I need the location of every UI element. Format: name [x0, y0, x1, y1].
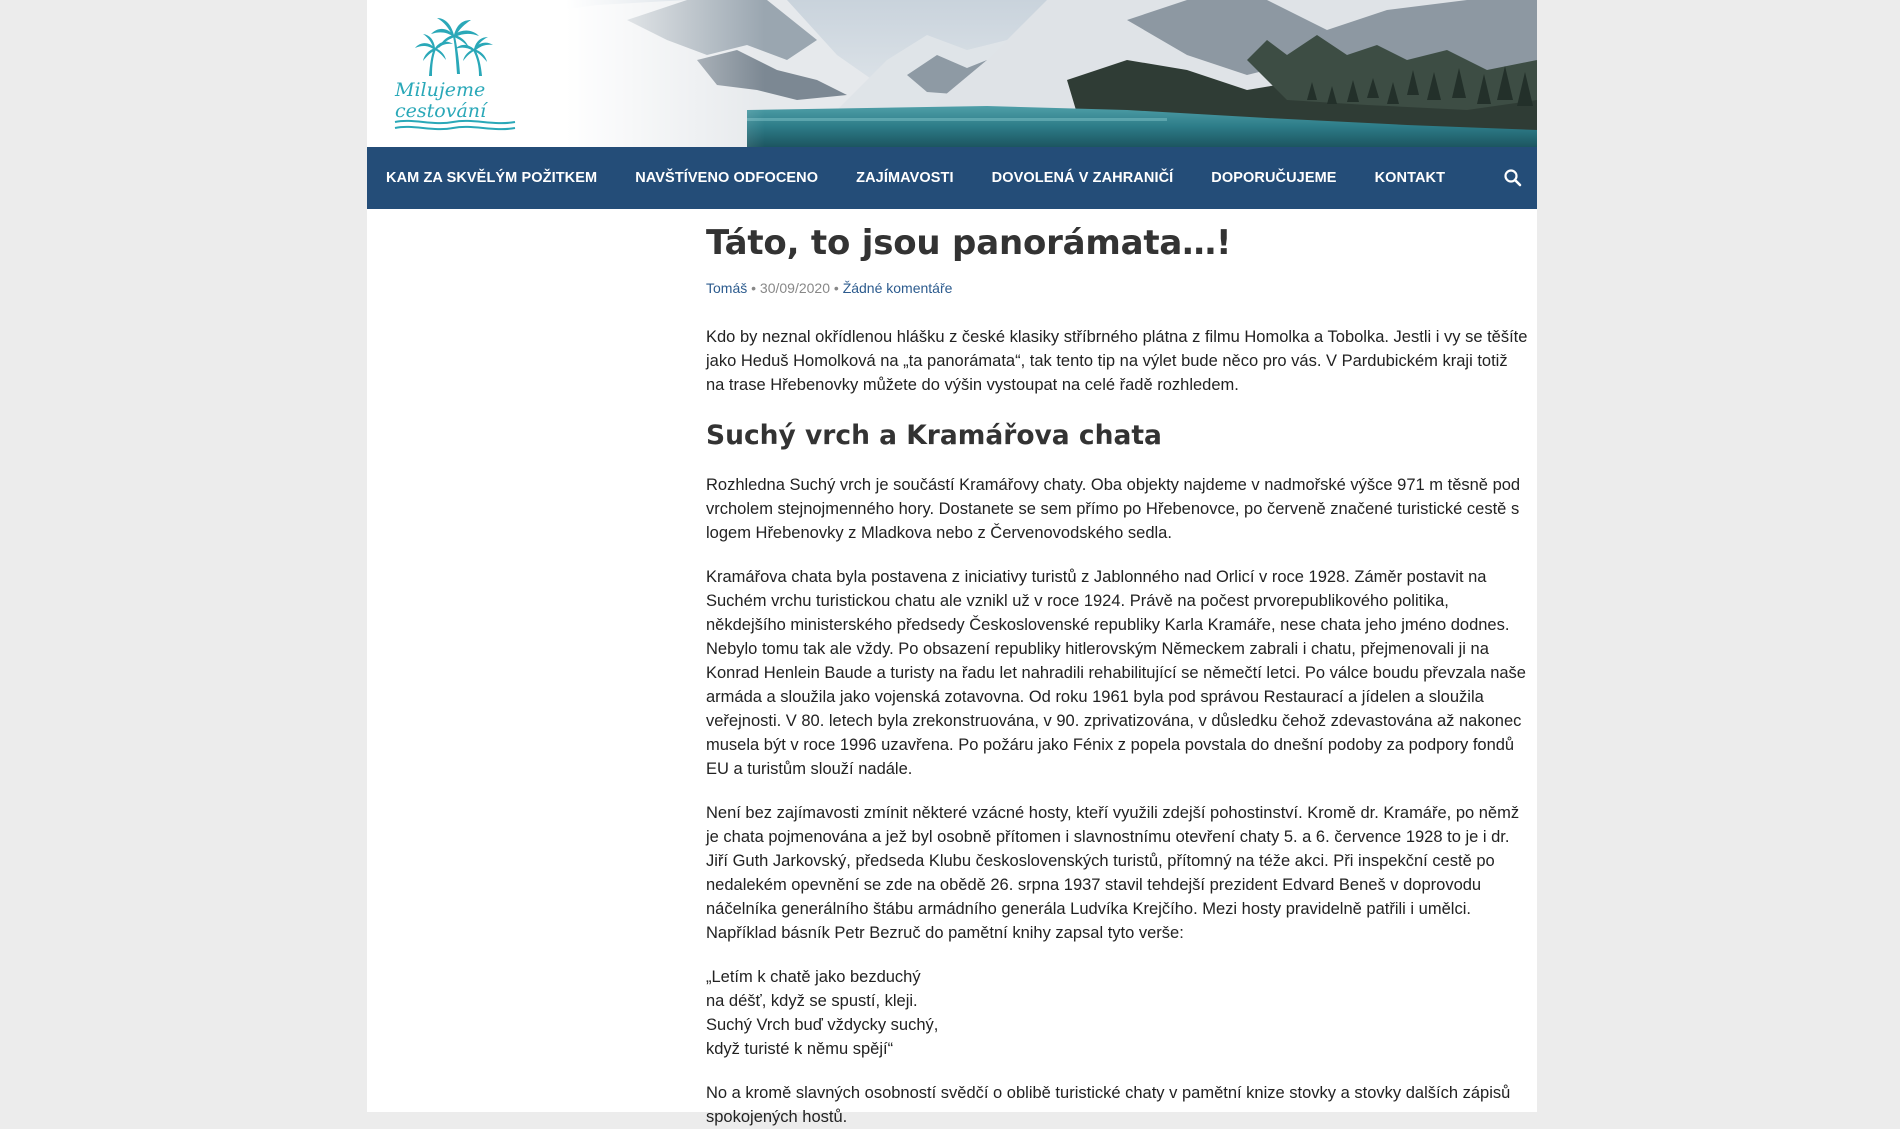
- section-heading: Suchý vrch a Kramářova chata: [706, 420, 1162, 451]
- verse-line: když turisté k němu spějí“: [706, 1040, 894, 1058]
- nav-item-navstiveno-odfoceno[interactable]: NAVŠTÍVENO ODFOCENO: [635, 170, 819, 186]
- search-button[interactable]: [1501, 166, 1525, 190]
- comments-link[interactable]: Žádné komentáře: [842, 280, 953, 296]
- nav-item-doporucujeme[interactable]: DOPORUČUJEME: [1211, 170, 1337, 186]
- nav-item-zajimavosti[interactable]: ZAJÍMAVOSTI: [856, 170, 954, 186]
- poem-verse: [706, 965, 1528, 1061]
- logo-text-line2: cestování: [395, 100, 487, 122]
- site-logo[interactable]: [393, 14, 523, 132]
- palm-trees-logo-icon: [393, 14, 523, 132]
- nav-item-kontakt[interactable]: KONTAKT: [1374, 170, 1446, 186]
- article-paragraph: Rozhledna Suchý vrch je součástí Kramářovy chaty. Oba objekty najdeme v nadmořské výšce 971 m těsně pod vrcholem stejnojmenného hory. Dostanete se sem přímo po Hřebenovce, po červeně značené turistické cestě s logem Hřebenovky z Mladkova nebo z Červenovodského sedla.: [706, 476, 1521, 542]
- article-paragraph: Není bez zajímavosti zmínit některé vzácné hosty, kteří využili zdejší pohostinství. Kromě dr. Kramáře, po němž je chata pojmenována a jež byl osobně přítomen i slavnostnímu otevření chaty 5. a 6. července 1928 to je i dr. Jiří Guth Jarkovský, předseda Klubu československých turistů, přítomný na téže akci. Při inspekční cestě po nedalekém opevnění se zde na obědě 26. srpna 1937 stavil tehdejší prezident Edvard Beneš v doprovodu náčelníka generálního štábu armádního generála Ludvíka Krejčího. Mezi hosty pravidelně patřili i umělci. Například básník Petr Bezruč do pamětní knihy zapsal tyto verše:: [706, 804, 1520, 942]
- site-header: [367, 0, 1537, 147]
- verse-line: na déšť, když se spustí, kleji.: [706, 992, 918, 1010]
- article-title: Táto, to jsou panorámata…!: [706, 223, 1232, 263]
- meta-separator: •: [830, 280, 843, 296]
- verse-line: „Letím k chatě jako bezduchý: [706, 968, 921, 986]
- article-date: 30/09/2020: [759, 280, 830, 296]
- article-intro: Kdo by neznal okřídlenou hlášku z české klasiky stříbrného plátna z filmu Homolka a Tobolka. Jestli i vy se těšíte jako Heduš Homolková na „ta panorámata“, tak tento tip na výlet bude něco pro vás. V Pardubickém kraji totiž na trase Hřebenovky můžete do výšin vystoupat na celé řadě rozhledem.: [706, 328, 1528, 394]
- article: [706, 209, 1528, 1129]
- article-meta: [706, 279, 1528, 297]
- article-paragraph: No a kromě slavných osobností svědčí o oblibě turistické chaty v pamětní knize stovky a stovky dalších zápisů spokojených hostů.: [706, 1084, 1511, 1126]
- nav-item-kam-za-skvelym-pozitkem[interactable]: KAM ZA SKVĚLÝM POŽITKEM: [386, 170, 598, 186]
- nav-item-dovolena-v-zahranici[interactable]: DOVOLENÁ V ZAHRANIČÍ: [991, 170, 1174, 186]
- main-navigation: [367, 147, 1537, 209]
- meta-separator: •: [747, 280, 760, 296]
- verse-line: Suchý Vrch buď vždycky suchý,: [706, 1016, 939, 1034]
- article-paragraph: Kramářova chata byla postavena z iniciativy turistů z Jablonného nad Orlicí v roce 1928. Záměr postavit na Suchém vrchu turistickou chatu ale vznikl už v roce 1924. Právě na počest prvorepublikového politika, někdejšího ministerského předsedy Československé republiky Karla Kramáře, nese chata jeho jméno dodnes. Nebylo tomu tak ale vždy. Po obsazení republiky hitlerovským Německem zabrali i chatu, přejmenovali ji na Konrad Henlein Baude a turisty na řadu let nahradili rehabilitující se němečtí letci. Po válce boudu převzala naše armáda a sloužila jako vojenská zotavovna. Od roku 1961 byla pod správou Restaurací a jídelen a sloužila veřejnosti. V 80. letech byla zrekonstruována, v 90. zprivatizována, v důsledku čehož zdevastována až nakonec musela být v roce 1996 uzavřena. Po požáru jako Fénix z popela povstala do dnešní podoby za podpory fondů EU a turistům slouží nadále.: [706, 568, 1526, 778]
- search-icon: [1501, 166, 1525, 190]
- author-link[interactable]: Tomáš: [706, 280, 748, 296]
- logo-text-line1: Milujeme: [395, 79, 486, 101]
- header-mountain-lake-image: [367, 0, 1537, 147]
- page: [367, 0, 1537, 1126]
